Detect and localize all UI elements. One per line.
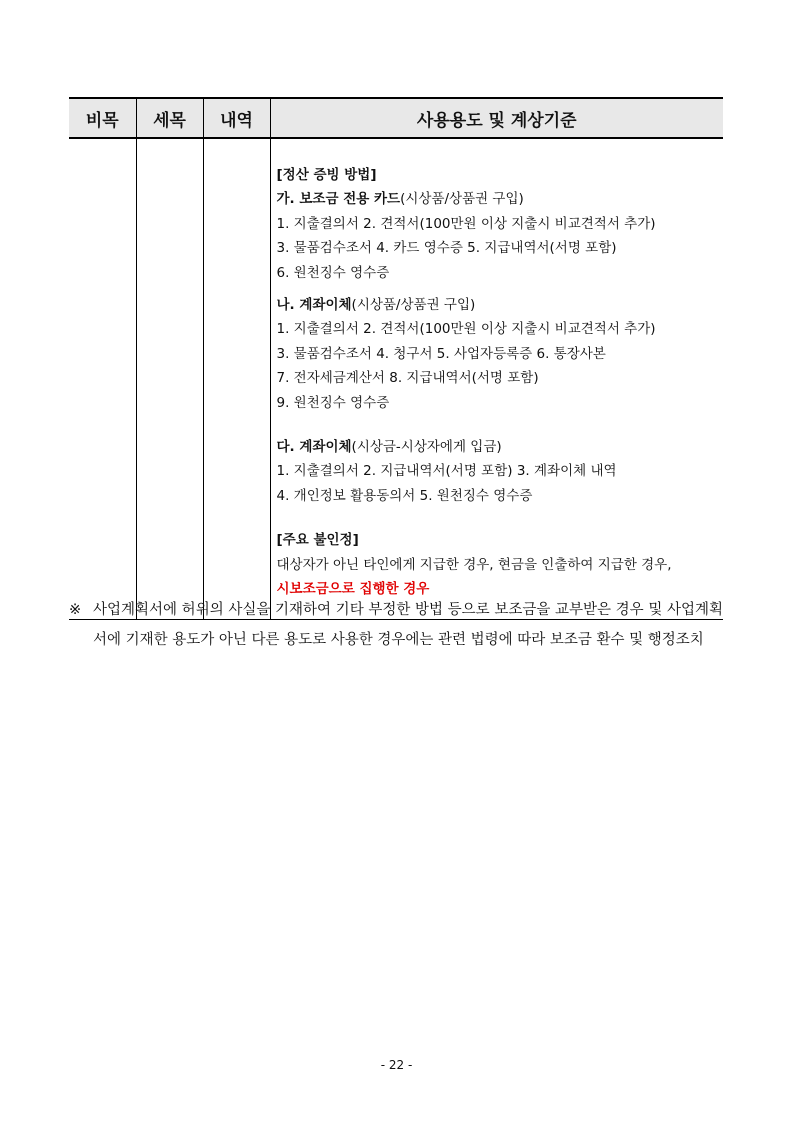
transfer1-line-4: 9. 원천징수 영수증 xyxy=(276,394,390,411)
card-sub: (시상품/상품권 구입) xyxy=(400,191,524,208)
footnote-text: 사업계획서에 허위의 사실을 기재하여 기타 부정한 방법 등으로 보조금을 교부받은 경우 및 사업계획서에 기재한 용도가 아닌 다른 용도로 사용한 경우에는 관련 법령에 따라 보조금 환수 및 행정조치 xyxy=(93,602,723,648)
card-line-3: 6. 원천징수 영수증 xyxy=(276,264,390,281)
reference-mark-icon: ※ xyxy=(69,602,82,618)
improper-heading: [주요 불인정] xyxy=(276,532,359,549)
settlement-heading: [정산 증빙 방법] xyxy=(276,167,377,183)
cell-bimok xyxy=(69,138,136,620)
transfer2-line-1: 1. 지출결의서 2. 지급내역서(서명 포함) 3. 계좌이체 내역 xyxy=(276,463,617,480)
transfer1-line-2: 3. 물품검수조서 4. 청구서 5. 사업자등록증 6. 통장사본 xyxy=(276,345,606,362)
cell-naeyeok xyxy=(203,138,270,620)
table-row xyxy=(69,138,723,620)
transfer2-title-line xyxy=(277,435,724,459)
footnote xyxy=(69,595,723,655)
transfer2-line-2: 4. 개인정보 활용동의서 5. 원천징수 영수증 xyxy=(276,487,533,504)
transfer2-title: 다. 계좌이체 xyxy=(276,439,352,456)
card-title: 가. 보조금 전용 카드 xyxy=(276,191,401,208)
card-line-2: 3. 물품검수조서 4. 카드 영수증 5. 지급내역서(서명 포함) xyxy=(276,240,617,257)
header-naeyeok: 내역 xyxy=(203,98,270,138)
cell-semok xyxy=(136,138,203,620)
header-semok: 세목 xyxy=(136,98,203,138)
table-header-row xyxy=(69,98,723,138)
transfer1-title: 나. 계좌이체 xyxy=(276,297,352,314)
card-title-line xyxy=(277,187,724,211)
transfer1-line-1: 1. 지출결의서 2. 견적서(100만원 이상 지출시 비교견적서 추가) xyxy=(276,321,656,338)
header-usage: 사용용도 및 계상기준 xyxy=(270,98,723,138)
transfer1-title-line xyxy=(277,293,724,317)
card-line-1: 1. 지출결의서 2. 견적서(100만원 이상 지출시 비교견적서 추가) xyxy=(276,215,656,232)
cell-usage xyxy=(270,138,723,620)
transfer1-sub: (시상품/상품권 구입) xyxy=(351,297,476,314)
transfer2-sub: (시상금-시상자에게 입금) xyxy=(351,439,502,456)
improper-red-text: 시보조금으로 집행한 경우 xyxy=(276,581,430,598)
budget-table xyxy=(69,97,723,620)
page-number: - 22 - xyxy=(380,1058,413,1072)
transfer1-line-3: 7. 전자세금계산서 8. 지급내역서(서명 포함) xyxy=(276,370,539,387)
header-bimok: 비목 xyxy=(69,98,136,138)
improper-text: 대상자가 아닌 타인에게 지급한 경우, 현금을 인출하여 지급한 경우, xyxy=(276,556,672,573)
